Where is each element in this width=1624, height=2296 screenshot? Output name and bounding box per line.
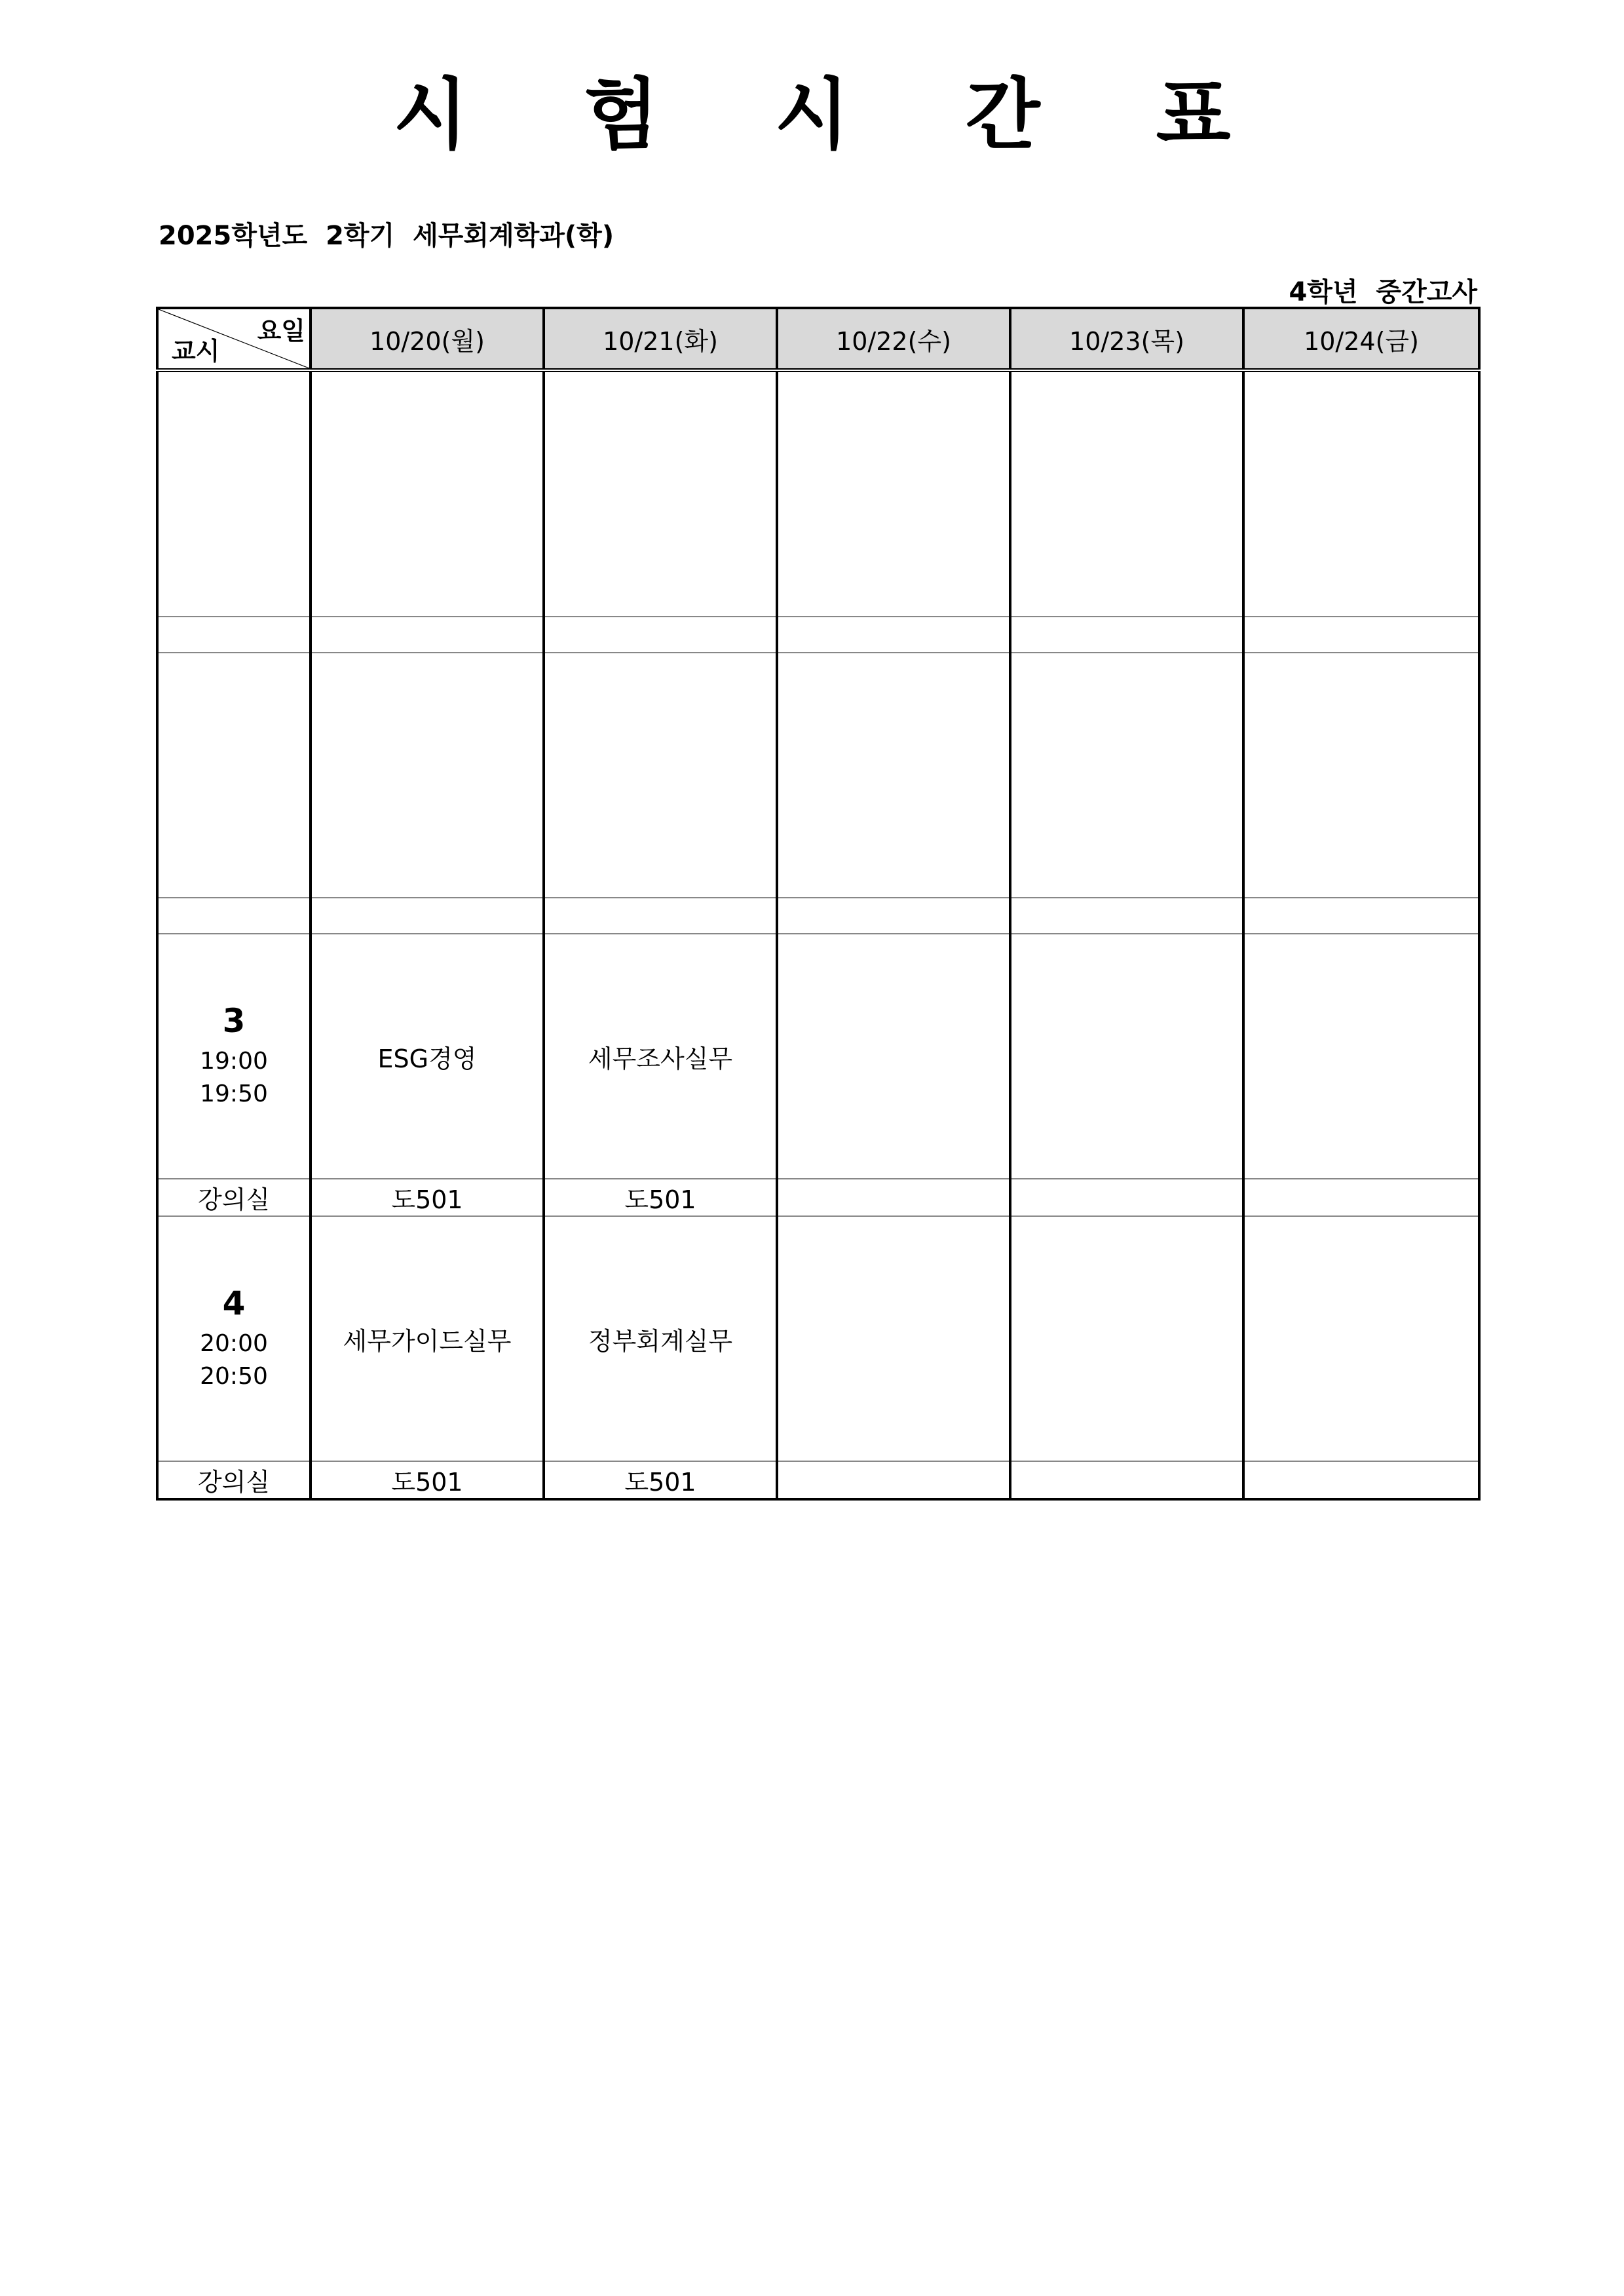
corner-cell xyxy=(157,308,311,370)
room-label xyxy=(157,898,311,934)
subject-cell: ESG경영 xyxy=(311,934,544,1179)
subject-cell xyxy=(1243,653,1479,898)
subject-cell xyxy=(544,653,777,898)
period-row xyxy=(157,370,1479,617)
subject-cell xyxy=(311,370,544,617)
subject-cell xyxy=(777,370,1010,617)
room-cell xyxy=(777,617,1010,653)
room-cell xyxy=(1243,898,1479,934)
room-label: 강의실 xyxy=(157,1461,311,1499)
subject-cell xyxy=(1243,370,1479,617)
header-row xyxy=(157,308,1479,370)
room-cell xyxy=(311,617,544,653)
room-cell: 도501 xyxy=(311,1179,544,1216)
room-cell: 도501 xyxy=(544,1461,777,1499)
room-cell xyxy=(777,1179,1010,1216)
period-end: 20:50 xyxy=(200,1363,268,1390)
room-label: 강의실 xyxy=(157,1179,311,1216)
page-title: 시 험 시 간 표 xyxy=(393,69,1275,160)
room-cell xyxy=(1010,1461,1243,1499)
room-cell xyxy=(1010,1179,1243,1216)
room-cell: 도501 xyxy=(311,1461,544,1499)
period-cell xyxy=(157,934,311,1179)
period-cell xyxy=(157,1216,311,1461)
period-end: 19:50 xyxy=(200,1081,268,1107)
semester-department: 2025학년도 2학기 세무회계학과(학) xyxy=(159,221,614,251)
period-number: 4 xyxy=(222,1284,246,1322)
room-cell xyxy=(777,1461,1010,1499)
subject-cell xyxy=(777,1216,1010,1461)
period-cell xyxy=(157,370,311,617)
subject-cell xyxy=(1010,1216,1243,1461)
subject-cell: 세무가이드실무 xyxy=(311,1216,544,1461)
room-cell xyxy=(311,898,544,934)
subject-cell xyxy=(311,653,544,898)
exam-schedule-table xyxy=(156,307,1481,1501)
room-label xyxy=(157,617,311,653)
period-cell xyxy=(157,653,311,898)
room-cell: 도501 xyxy=(544,1179,777,1216)
room-row xyxy=(157,617,1479,653)
day-header: 10/21(화) xyxy=(544,308,777,370)
period-row xyxy=(157,1216,1479,1461)
period-start: 19:00 xyxy=(200,1048,268,1075)
period-start: 20:00 xyxy=(200,1330,268,1357)
subject-cell xyxy=(544,370,777,617)
room-cell xyxy=(1243,1461,1479,1499)
subject-cell xyxy=(1243,934,1479,1179)
subject-cell: 정부회계실무 xyxy=(544,1216,777,1461)
room-cell xyxy=(777,898,1010,934)
room-cell xyxy=(1010,617,1243,653)
room-cell xyxy=(1243,1179,1479,1216)
day-header: 10/22(수) xyxy=(777,308,1010,370)
room-cell xyxy=(544,617,777,653)
subject-cell xyxy=(1010,653,1243,898)
period-row xyxy=(157,653,1479,898)
subject-cell xyxy=(777,934,1010,1179)
exam-type: 4학년 중간고사 xyxy=(1289,277,1477,307)
room-row xyxy=(157,898,1479,934)
room-cell xyxy=(1243,617,1479,653)
period-row xyxy=(157,934,1479,1179)
corner-period-label: 교시 xyxy=(172,337,220,366)
subject-cell xyxy=(1010,370,1243,617)
subject-cell: 세무조사실무 xyxy=(544,934,777,1179)
day-header: 10/23(목) xyxy=(1010,308,1243,370)
subject-cell xyxy=(1243,1216,1479,1461)
room-row xyxy=(157,1179,1479,1216)
room-cell xyxy=(544,898,777,934)
subject-cell xyxy=(1010,934,1243,1179)
day-header: 10/24(금) xyxy=(1243,308,1479,370)
corner-day-label: 요일 xyxy=(257,316,305,345)
subject-cell xyxy=(777,653,1010,898)
day-header: 10/20(월) xyxy=(311,308,544,370)
period-number: 3 xyxy=(222,1002,246,1040)
room-row xyxy=(157,1461,1479,1499)
room-cell xyxy=(1010,898,1243,934)
